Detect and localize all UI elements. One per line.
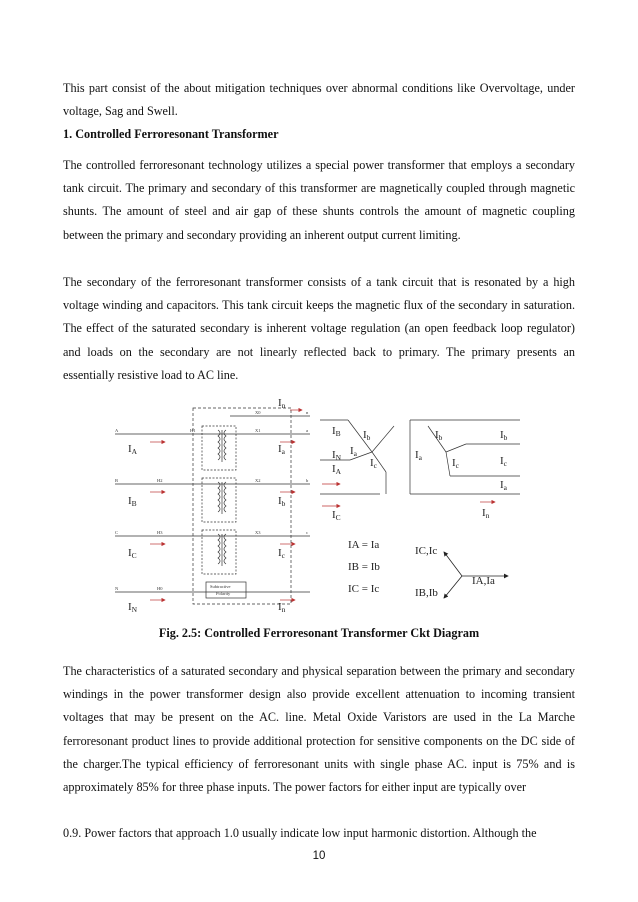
- current-labels-left: [128, 397, 286, 614]
- polarity-label-bottom: Polarity: [216, 591, 231, 596]
- paragraph-ferroresonant-technology: The controlled ferroresonant technology utilizes a special power transformer that employs a secondary tank circuit. The primary and secondary of this transformer are magnetically coupled through magnetic shunts. The amount of steel and air gap of these shunts controls the amount of magnetic coupling between the primary and secondary providing an inherent output current limiting.: [63, 158, 575, 242]
- terminal-x3: X3: [255, 530, 261, 535]
- current-ia-label: IA: [128, 443, 138, 456]
- line-label-lower-c: c: [306, 530, 308, 535]
- line-label-c: C: [115, 530, 119, 535]
- polarity-label-top: Subtractive: [210, 584, 231, 589]
- secondary-out-c-label: Ic: [500, 455, 508, 468]
- terminal-h1: H1: [190, 428, 196, 433]
- equation-c: IC = Ic: [348, 583, 380, 595]
- line-label-lower-a: a: [306, 428, 308, 433]
- page-number: 10: [312, 850, 326, 862]
- secondary-ib-label: Ib: [435, 429, 443, 442]
- figure-caption: Fig. 2.5: Controlled Ferroresonant Transformer Ckt Diagram: [158, 626, 480, 640]
- terminal-h0: H0: [157, 586, 163, 591]
- intro-paragraph: This part consist of the about mitigation techniques over abnormal conditions like Overvoltage, under voltage, Sag and Swell.: [63, 81, 575, 119]
- current-n-top-label: In: [278, 397, 286, 410]
- wye-current-labels: [332, 425, 378, 522]
- line-label-n: N: [115, 586, 119, 591]
- wye-small-c-label: Ic: [370, 457, 378, 470]
- wye-ic-label: IC: [332, 509, 341, 522]
- current-n-label: In: [278, 601, 286, 614]
- wye-in-label: IN: [332, 449, 342, 462]
- equation-a: IA = Ia: [348, 539, 380, 551]
- secondary-current-labels: [415, 429, 508, 520]
- phasor-label-a: IA,Ia: [472, 575, 495, 587]
- current-in-label: IN: [128, 601, 138, 614]
- phasor-label-c: IC,Ic: [415, 545, 438, 557]
- line-label-lower-b: b: [306, 478, 309, 483]
- wye-ia-label: IA: [332, 463, 342, 476]
- terminal-x0: X0: [255, 410, 261, 415]
- line-label-lower-n: n: [306, 410, 309, 415]
- current-c-label: Ic: [278, 547, 286, 560]
- terminal-x2: X2: [255, 478, 261, 483]
- secondary-out-b-label: Ib: [500, 429, 508, 442]
- wye-small-a-label: Ia: [350, 445, 358, 458]
- secondary-in-label: In: [482, 507, 490, 520]
- current-ib-label: IB: [128, 495, 137, 508]
- secondary-ia-label: Ia: [415, 449, 423, 462]
- line-label-a: A: [115, 428, 119, 433]
- current-b-label: Ib: [278, 495, 286, 508]
- paragraph-tank-circuit: The secondary of the ferroresonant transformer consists of a tank circuit that is resonated by a high voltage winding and capacitors. This tank circuit keeps the magnetic flux of the secondary in saturation. The effect of the saturated secondary is inherent voltage regulation (an open feedback loop regulator) and loads on the secondary are not linearly reflected back to primary. The primary presents an essentially resistive load to AC line.: [63, 275, 575, 382]
- paragraph-characteristics: The characteristics of a saturated secondary and physical separation between the primary and secondary windings in the power transformer design also provide excellent attenuation to incoming transient voltages that may be present on the AC. line. Metal Oxide Varistors are used in the La Marche ferroresonant product lines to provide additional protection for sensitive components on the DC side of the charger.The typical efficiency of ferroresonant units with single phase AC. input is 75% and is approximately 85% for three phase inputs. The power factors for either input are typically over: [63, 664, 575, 795]
- paragraph-power-factor: 0.9. Power factors that approach 1.0 usually indicate low input harmonic distortion. Although the: [63, 826, 537, 840]
- equation-b: IB = Ib: [348, 561, 380, 573]
- line-label-b: B: [115, 478, 119, 483]
- circuit-diagram: [110, 396, 520, 618]
- transformer-circuit-figure: [110, 396, 520, 623]
- section-heading: 1. Controlled Ferroresonant Transformer: [63, 127, 279, 141]
- terminal-h2: H2: [157, 478, 163, 483]
- wye-ib-label: IB: [332, 425, 341, 438]
- terminal-h3: H3: [157, 530, 163, 535]
- current-ic-label: IC: [128, 547, 137, 560]
- phasor-label-b: IB,Ib: [415, 587, 438, 599]
- current-a-label: Ia: [278, 443, 286, 456]
- wye-small-b-label: Ib: [363, 429, 371, 442]
- terminal-x1: X1: [255, 428, 261, 433]
- secondary-ic-label: Ic: [452, 457, 460, 470]
- secondary-out-a-label: Ia: [500, 479, 508, 492]
